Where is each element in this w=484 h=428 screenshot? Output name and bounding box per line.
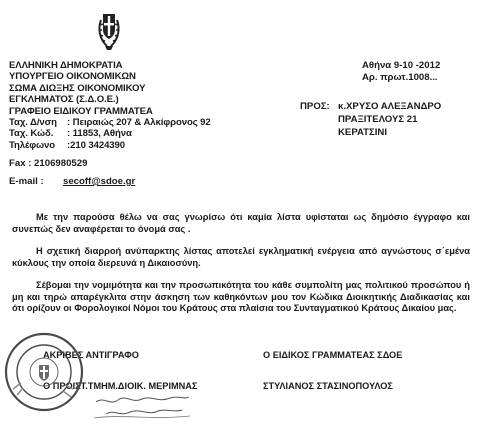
recipient-name: κ.ΧΡΥΣΟ ΑΛΕΞΑΝΔΡΟ (338, 101, 442, 112)
department-head-title: Ο ΠΡΟΙΣΤ.ΤΜΗΜ.ΔΙΟΙΚ. ΜΕΡΙΜΝΑΣ (43, 381, 198, 391)
address-line (9, 117, 211, 128)
email-link[interactable]: secoff@sdoe.gr (63, 176, 136, 187)
letter-date: Αθήνα 9-10 -2012 (362, 60, 441, 71)
recipient-block (300, 100, 441, 139)
protocol-number: Αρ. πρωτ.1008... (362, 72, 438, 83)
postcode-label: Ταχ. Κώδ. (9, 128, 54, 140)
recipient-label: ΠΡΟΣ: (300, 101, 330, 112)
date-block (362, 60, 440, 84)
phone-label: Τηλέφωνο (9, 139, 56, 151)
postcode-value: : 11853, Αθήνα (67, 128, 132, 140)
signatory-name: ΣΤΥΛΙΑΝΟΣ ΣΤΑΣΙΝΟΠΟΥΛΟΣ (263, 381, 393, 391)
body-paragraph-3: Σέβομαι την νομιμότητα και την προσωπικότητα του κάθε συμπολίτη μας πολιτικού προσώπου ή μη και τηρώ απαρέγκλιτα στην άσκηση των καθηκόντων μου τον Κώδικα Διοικητικής Διαδικασίας και ότι ορίζουν οι Φορολογικοί Νόμοι του Κράτους στα πλαίσια του Συνταγματικού Κράτους Δικαίου μας. (12, 280, 470, 314)
recipient-street: ΠΡΑΞΙΤΕΛΟΥΣ 21 (338, 114, 418, 125)
phone-value: :210 3424390 (67, 139, 126, 151)
sender-line: ΣΩΜΑ ΔΙΩΞΗΣ ΟΙΚΟΝΟΜΙΚΟΥ (9, 82, 146, 94)
email-line (9, 176, 135, 187)
certified-copy-label: ΑΚΡΙΒΕΣ ΑΝΤΙΓΡΑΦΟ (43, 350, 139, 360)
official-stamp-icon (3, 331, 85, 413)
body-paragraph-1: Με την παρούσα θέλω να σας γνωρίσω ότι καμία λίστα υφίσταται ως δημόσιο έγγραφο και συνεπώς δεν αναφέρεται το όνομά σας . (12, 212, 470, 234)
sender-block (9, 60, 211, 151)
recipient-city: ΚΕΡΑΤΣΙΝΙ (338, 127, 388, 138)
sender-line: ΥΠΟΥΡΓΕΙΟ ΟΙΚΟΝΟΜΙΚΩΝ (9, 71, 136, 83)
sender-line: ΕΛΛΗΝΙΚΗ ΔΗΜΟΚΡΑΤΙΑ (9, 60, 123, 71)
handwritten-signature-icon (92, 392, 192, 422)
special-secretary-title: Ο ΕΙΔΙΚΟΣ ΓΡΑΜΜΑΤΕΑΣ ΣΔΟΕ (263, 350, 403, 360)
greek-coat-of-arms-icon (97, 6, 121, 52)
sender-line: ΓΡΑΦΕΙΟ ΕΙΔΙΚΟΥ ΓΡΑΜΜΑΤΕΑ (9, 105, 153, 117)
email-label: E-mail : (9, 176, 44, 187)
postcode-line (9, 128, 211, 139)
sender-line: ΕΓΚΛΗΜΑΤΟΣ (Σ.Δ.Ο.Ε.) (9, 94, 119, 106)
address-value: : Πειραιώς 207 & Αλκίφρονος 92 (67, 116, 211, 128)
fax-line: Fax : 2106980529 (9, 158, 88, 169)
body-paragraph-2: Η σχετική διαρροή ανύπαρκτης λίστας αποτελεί εγκληματική ενέργεια από αγνώστους σ΄εμένα κύκλους την οποία διερευνά η Δικαιοσύνη. (12, 246, 470, 268)
address-label: Ταχ. Δ/νση (9, 116, 57, 128)
phone-line (9, 140, 211, 151)
